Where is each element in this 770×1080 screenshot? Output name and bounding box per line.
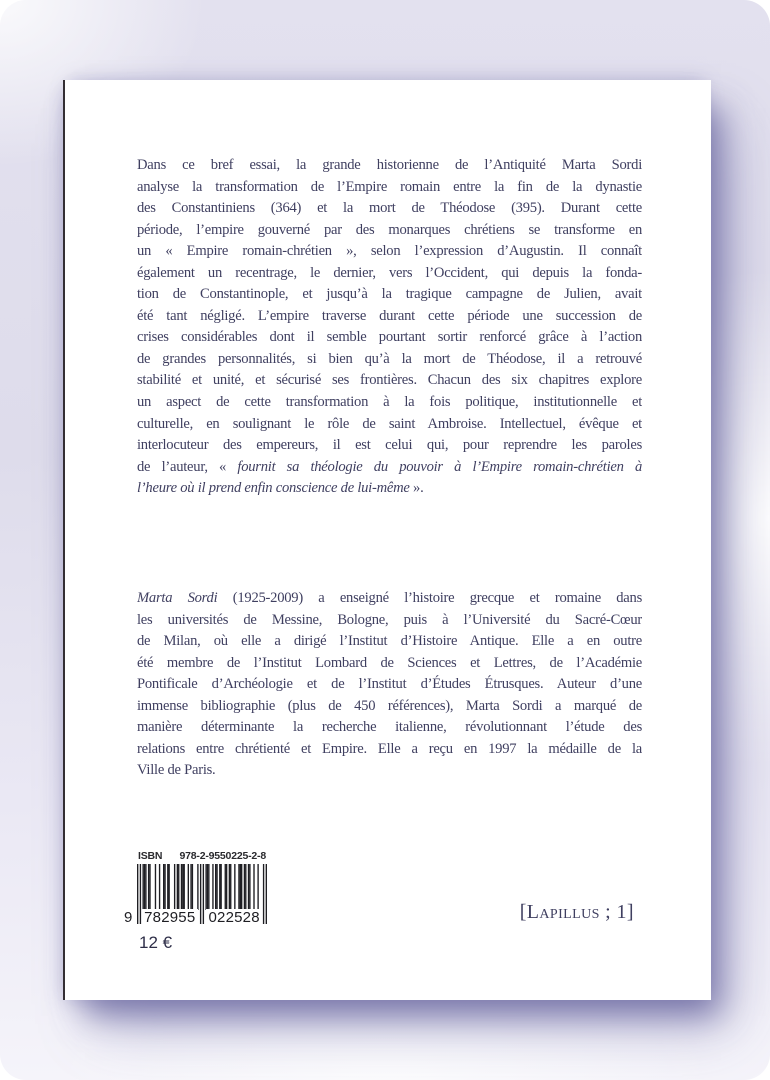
text-line: un « Empire romain-chrétien », selon l’expression d’Augustin. Il connaît [137, 243, 642, 260]
text-line: été membre de l’Institut Lombard de Sciences et Lettres, de l’Académie [137, 654, 642, 671]
text-line: des Constantiniens (364) et la mort de Théodose (395). Durant cette [137, 200, 642, 217]
text-line: également un recentrage, le dernier, vers l’Occident, qui depuis la fonda- [137, 264, 642, 281]
text-line: immense bibliographie (plus de 450 références), Marta Sordi a marqué de [137, 697, 642, 714]
isbn-barcode-block [124, 850, 267, 953]
text-line: analyse la transformation de l’Empire romain entre la fin de la dynastie [137, 178, 642, 195]
text-line: Pontificale d’Archéologie et de l’Institut d’Études Étrusques. Auteur d’une [137, 676, 642, 693]
text-line: l’heure où il prend enfin conscience de lui-même ». [137, 480, 424, 497]
text-line: de l’auteur, « fournit sa théologie du pouvoir à l’Empire romain-chrétien à [137, 458, 642, 475]
ean13-barcode [124, 864, 267, 926]
text-line: de Milan, où elle a dirigé l’Institut d’Histoire Antique. Elle a en outre [137, 633, 642, 650]
text-line: Marta Sordi (1925-2009) a enseigné l’histoire grecque et romaine dans [137, 590, 642, 606]
ean-digits-row [124, 909, 267, 926]
text-line: interlocuteur des empereurs, il est celui qui, pour reprendre les paroles [137, 437, 642, 454]
ean-lead-digit: 9 [124, 909, 133, 926]
text-line: un aspect de cette transformation à la fois politique, institutionnelle et [137, 394, 642, 411]
text-line: stabilité et unité, et sécurisé ses frontières. Chacun des six chapitres explore [137, 372, 642, 389]
back-cover-page [63, 80, 711, 1000]
ean-left-group: 782955 [142, 909, 199, 926]
text-line: crises considérables dont il semble pourtant sortir renforcé grâce à l’action [137, 329, 642, 346]
price-label: 12 € [139, 933, 173, 952]
text-line: Ville de Paris. [137, 762, 216, 779]
isbn-number: 978-2-9550225-2-8 [179, 850, 266, 862]
collection-series-label: [Lapillus ; 1] [519, 901, 634, 923]
text-line: de grandes personnalités, si bien qu’à la mort de Théodose, il a retrouvé [137, 350, 642, 367]
text-line: manière déterminante la recherche italienne, révolutionnant l’étude des [137, 719, 642, 736]
synopsis-paragraph [137, 155, 642, 500]
text-line: été tant négligé. L’empire traverse durant cette période une succession de [137, 307, 642, 324]
isbn-label: ISBN [138, 850, 163, 862]
author-bio-paragraph [137, 588, 642, 782]
text-line: Dans ce bref essai, la grande historienne de l’Antiquité Marta Sordi [137, 157, 642, 173]
text-line: culturelle, en soulignant le rôle de saint Ambroise. Intellectuel, évêque et [137, 415, 642, 432]
text-line: tion de Constantinople, et jusqu’à la tragique campagne de Julien, avait [137, 286, 642, 303]
isbn-row [137, 850, 267, 862]
text-line: période, l’empire gouverné par des monarques chrétiens se transforme en [137, 221, 642, 238]
text-line: relations entre chrétienté et Empire. Elle a reçu en 1997 la médaille de la [137, 740, 642, 757]
text-line: les universités de Messine, Bologne, puis à l’Université du Sacré-Cœur [137, 611, 642, 628]
ean-right-group: 022528 [206, 909, 263, 926]
